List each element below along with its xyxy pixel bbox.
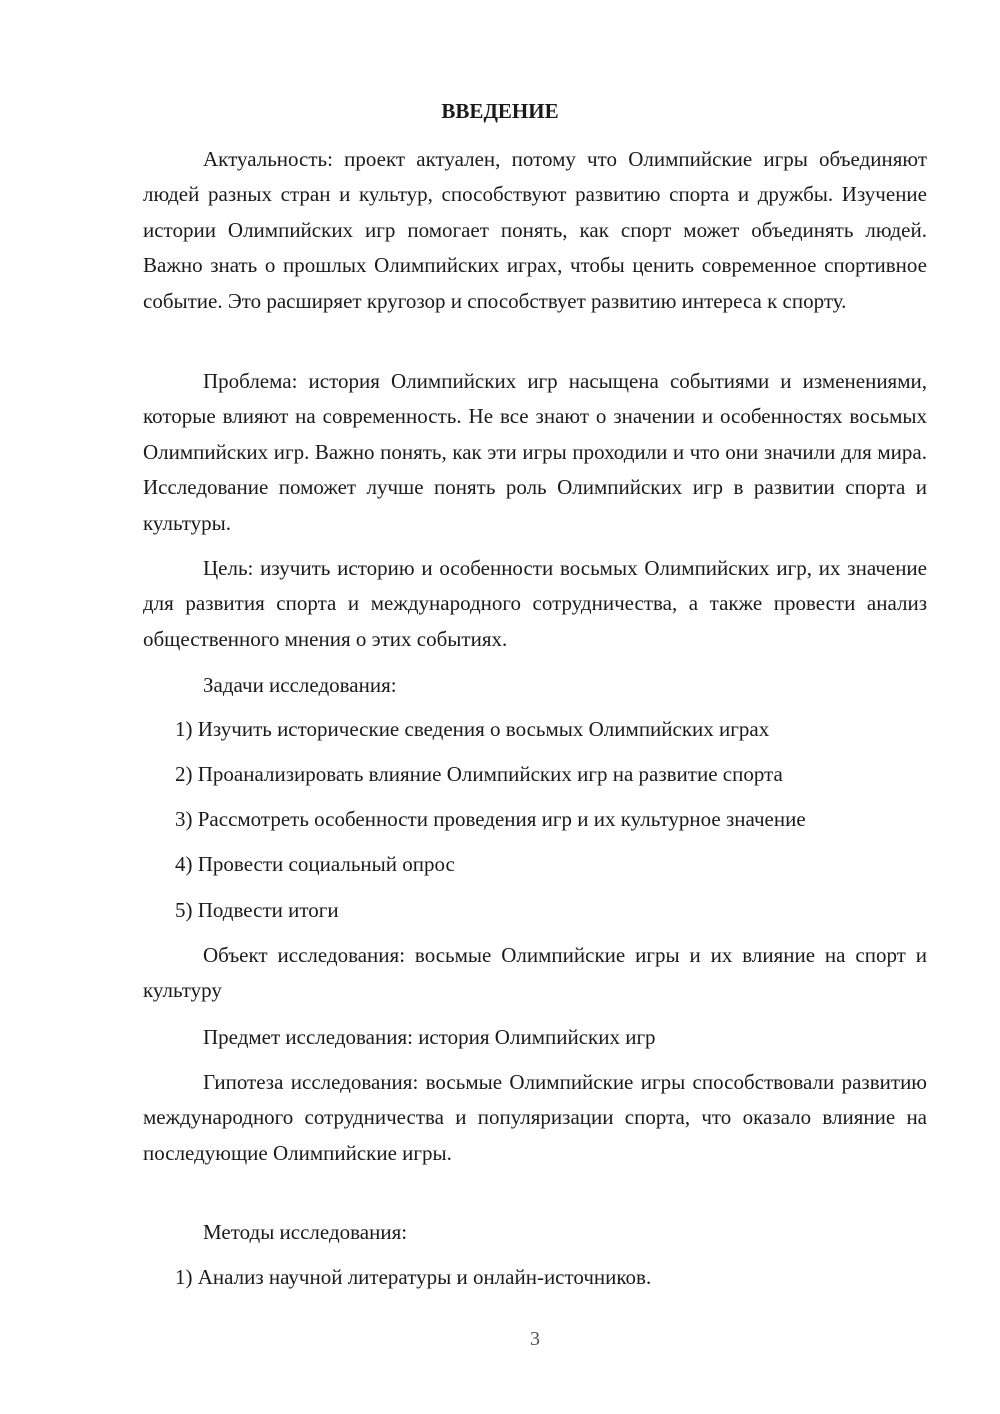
paragraph-hypothesis: Гипотеза исследования: восьмые Олимпийские игры способствовали развитию международного сотрудничества и популяризации спорта, что оказало влияние на последующие Олимпийские игры.: [143, 1070, 927, 1165]
page-title: ВВЕДЕНИЕ: [441, 99, 559, 123]
paragraph-problem: Проблема: история Олимпийских игр насыщена событиями и изменениями, которые влияют на современность. Не все знают о значении и особенностях восьмых Олимпийских игр. Важно понять, как эти игры проходили и что они значили для мира. Исследование поможет лучше понять роль Олимпийских игр в развитии спорта и культуры.: [143, 369, 927, 535]
page-number: 3: [530, 1328, 540, 1350]
methods-heading: Методы исследования:: [203, 1220, 408, 1244]
paragraph-subject: Предмет исследования: история Олимпийских игр: [203, 1025, 656, 1049]
task-item: 3) Рассмотреть особенности проведения игр и их культурное значение: [175, 807, 806, 831]
task-item: 2) Проанализировать влияние Олимпийских игр на развитие спорта: [175, 762, 783, 786]
paragraph-object: Объект исследования: восьмые Олимпийские игры и их влияние на спорт и культуру: [143, 943, 927, 1003]
task-item: 5) Подвести итоги: [175, 898, 339, 922]
paragraph-relevance: Актуальность: проект актуален, потому что Олимпийские игры объединяют людей разных стран и культур, способствуют развитию спорта и дружбы. Изучение истории Олимпийских игр помогает понять, как спорт может объединять людей. Важно знать о прошлых Олимпийских играх, чтобы ценить современное спортивное событие. Это расширяет кругозор и способствует развитию интереса к спорту.: [143, 147, 927, 313]
task-item: 1) Изучить исторические сведения о восьмых Олимпийских играх: [175, 717, 770, 741]
task-item: 4) Провести социальный опрос: [175, 852, 455, 876]
paragraph-goal: Цель: изучить историю и особенности восьмых Олимпийских игр, их значение для развития спорта и международного сотрудничества, а также провести анализ общественного мнения о этих событиях.: [143, 556, 927, 651]
method-item: 1) Анализ научной литературы и онлайн-источников.: [175, 1265, 652, 1289]
tasks-heading: Задачи исследования:: [203, 673, 397, 697]
